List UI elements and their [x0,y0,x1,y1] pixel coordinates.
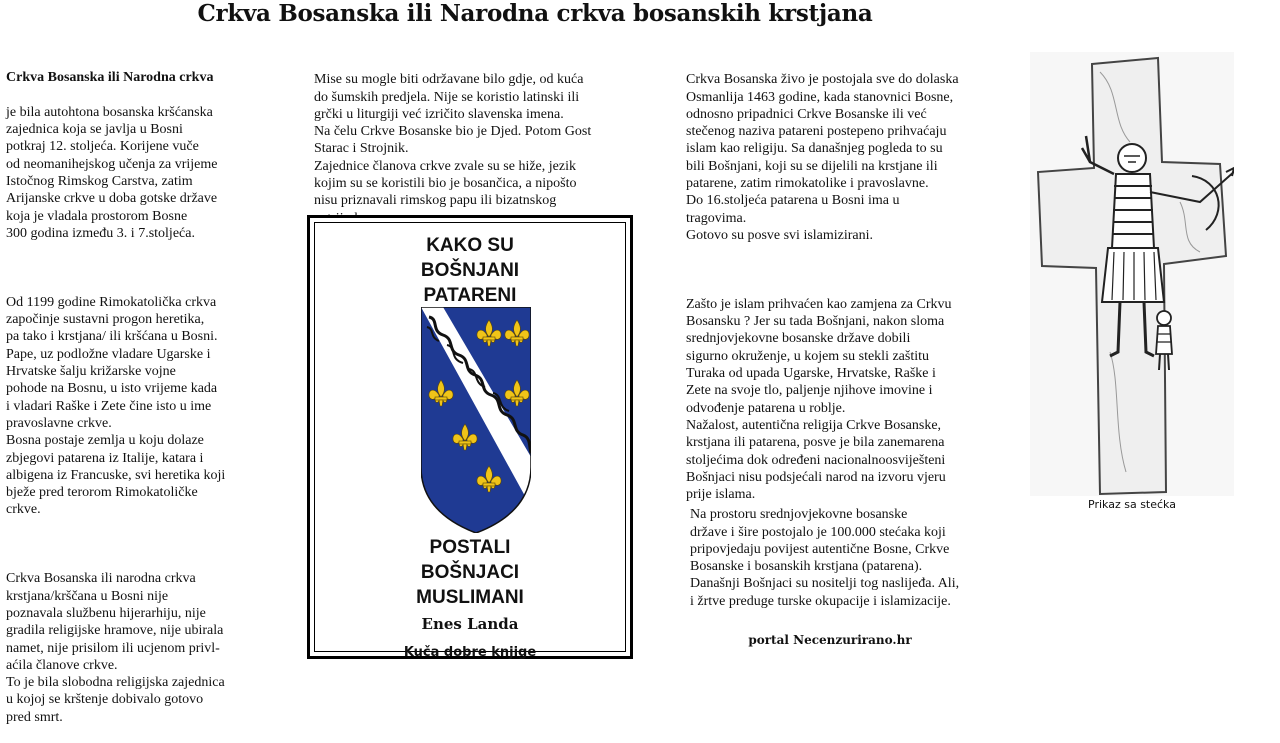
paragraph-why-islam: Zašto je islam prihvaćen kao zamjena za Crkvu Bosansku ? Jer su tada Bošnjani, nakon sloma srednjovjekovne bosanske države dobili sigurno okruženje, u kojem su stekli zaštitu Turaka od upada Ugarske, Hrvatske, Raške i Zete na svoje tlo, paljenje njihove imovine i odvođenje patarena u roblje. Nažalost, autentična religija Crkve Bosanske, krstjana ili patarena, posve je bila zanemarena stoljećima dok određeni nacionalnoosviješteni Bošnjaci nisu podsjećali narod na izvoru vjeru prije islama. [686,296,952,503]
image-caption: Prikaz sa stećka [1088,498,1176,511]
book-publisher: Kuča dobre knjige [403,645,537,660]
paragraph-liturgy: Mise su mogle biti održavane bilo gdje, od kuća do šumskih predjela. Nije se koristio latinski ili grčki u liturgiji već izričito slavenska imena. Na čelu Crkve Bosanske bio je Djed. Potom Gost Starac i Strojnik. Zajednice članova crkve zvale su se hiže, jezik kojim su se koristili bio je bosančica, a nipošto nisu priznavali rimskog papu ili bizatnskog [314,72,592,209]
book-cover-frame [314,222,626,660]
paragraph-origins: je bila autohtona bosanska kršćanska zajednica koja se javlja u Bosni potkraj 12. stoljeća. Korijene vuče od neomaniheјskog učenja za vrijeme Istočnog Rimskog Carstva, zatim Arijanske crkve u doba gotske države koja je vladala prostorom Bosne 300 godina između 3. i 7.stoljeća. [6,104,218,241]
paragraph-stecci: Na prostoru srednjovjekovne bosanske države i šire postojalo je 100.000 stećaka koji pripovjedaju povijest autentične Bosne, Crkve Bosanske i bosanskih krstjana (patarena). Današnji Bošnjaci su nositelji tog naslijeđa. Ali, i žrtve preduge turske okupacije i islamizacije. [690,507,960,609]
column-left [6,52,256,743]
bosnian-shield-icon [421,307,531,533]
column-right-lower [690,489,990,627]
paragraph-persecution: Od 1199 godine Rimokatolička crkva započinje sustavni progon heretika, pa tako i krstjana/ ili kršćana u Bosni. Pape, uz podložne vladare Ugarske i Hrvatske šalju križarske vojne pohode na Bosnu, u isto vrijeme kada i vladari Raške i Zete čine isto u ime pravoslavne crkve. Bosna postaje zemlja u koju dolaze zbjegovi patarena iz Italije, katara i albigena iz Francuske, svi heretika koji bježe pred terorom Rimokatoličke crkve. [6,294,226,518]
paragraph-organization: Crkva Bosanska ili narodna crkva krstjana/krščana u Bosni nije poznavala službenu hijerarhiju, nije gradila religijske hramove, nije ubirala namet, nije prisilom ili ucjenom privl- aćila članove crkve. To je bila slobodna religijska zajednica u kojoj se krštenje dobivalo gotovo pred smrt. [6,571,225,725]
book-title-bottom: POSTALI BOŠNJACI MUSLIMANI [416,537,524,608]
stecak-drawing-icon [1030,52,1234,496]
book-author: Enes Landa [421,615,519,633]
book-title-top: KAKO SU BOŠNJANI PATARENI [420,235,520,306]
page-title: Crkva Bosanska ili Narodna crkva bosanskih krstjana [197,0,873,27]
paragraph-ottoman: Crkva Bosanska živo je postojala sve do dolaska Osmanlija 1463 godine, kada stanovnici Bosne, odnosno pripadnici Crkve Bosanske ili već stečenog naziva patareni postepeno prihvaćaju islam kao religiju. Sa današnjeg pogleda to su bili Bošnjani, koji su se dijelili na krstjane ili patarene, zatim rimokatolike i pravoslavne. Do 16.stoljeća patarena u Bosni ima u tragovima. Gotovo su posve svi islamizirani. [686,72,959,243]
book-cover [307,215,633,659]
source-footer: portal Necenzurirano.hr [748,633,912,647]
column-right [686,54,996,521]
intro-bold-lead: Crkva Bosanska ili Narodna crkva [6,70,214,86]
